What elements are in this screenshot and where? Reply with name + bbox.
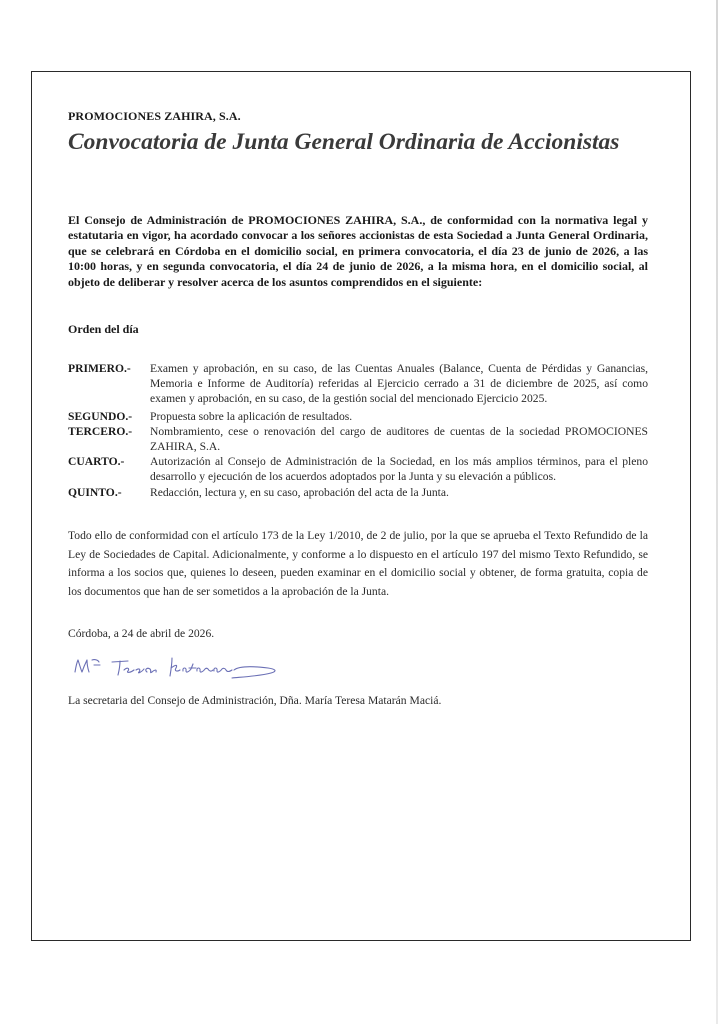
agenda-item xyxy=(68,424,648,454)
agenda-item-text: Autorización al Consejo de Administración de la Sociedad, en los más amplios términos, para el pleno desarrollo y ejecución de los acuerdos adoptados por la Junta y su elevación a públicos. xyxy=(150,455,648,484)
intro-paragraph: El Consejo de Administración de PROMOCIONES ZAHIRA, S.A., de conformidad con la normativa legal y estatutaria en vigor, ha acordado convocar a los señores accionistas de esta Sociedad a Junta General Ordinaria, que se celebrará en Córdoba en el domicilio social, en primera convocatoria, el día 23 de junio de 2026, a las 10:00 horas, y en segunda convocatoria, el día 24 de junio de 2026, a la misma hora, en el domicilio social, al objeto de deliberar y resolver acerca de los asuntos comprendidos en el siguiente: xyxy=(68,213,648,289)
document-title: Convocatoria de Junta General Ordinaria de Accionistas xyxy=(68,129,620,155)
agenda-item-key: TERCERO.- xyxy=(68,424,133,438)
agenda-item-key: PRIMERO.- xyxy=(68,362,131,375)
agenda-item-key: QUINTO.- xyxy=(68,485,122,499)
agenda-item xyxy=(68,361,648,407)
agenda-item xyxy=(68,454,648,484)
legal-paragraph: Todo ello de conformidad con el artículo 173 de la Ley 1/2010, de 2 de julio, por la que se aprueba el Texto Refundido de la Ley de Sociedades de Capital. Adicionalmente, y conforme a lo dispuesto en el artículo 197 del mismo Texto Refundido, se informa a los socios que, quienes lo deseen, pueden examinar en el domicilio social y obtener, de forma gratuita, copia de los documentos que han de ser sometidos a la aprobación de la Junta. xyxy=(68,529,648,598)
company-name: PROMOCIONES ZAHIRA, S.A. xyxy=(68,109,241,123)
agenda-item-key: SEGUNDO.- xyxy=(68,409,133,423)
agenda-item-text: Propuesta sobre la aplicación de resultados. xyxy=(150,409,353,423)
document-border xyxy=(31,71,691,941)
agenda-item-text: Nombramiento, cese o renovación del cargo de auditores de cuentas de la sociedad PROMOCIONES ZAHIRA, S.A. xyxy=(150,424,648,454)
agenda-item-text: Redacción, lectura y, en su caso, aprobación del acta de la Junta. xyxy=(150,485,449,499)
agenda-heading: Orden del día xyxy=(68,322,139,336)
agenda-item-text: Examen y aprobación, en su caso, de las Cuentas Anuales (Balance, Cuenta de Pérdidas y Ganancias, Memoria e Informe de Auditoría) referidas al Ejercicio cerrado a 31 de diciembre de 2025, así como examen y aprobación, en su caso, de la gestión social del mencionado Ejercicio 2025. xyxy=(150,362,648,406)
place-date-line: Córdoba, a 24 de abril de 2026. xyxy=(68,627,215,640)
agenda-item xyxy=(68,409,648,424)
secretary-signature-line: La secretaria del Consejo de Administración, Dña. María Teresa Matarán Maciá. xyxy=(68,694,442,707)
handwritten-signature xyxy=(72,650,282,692)
agenda-item-key: CUARTO.- xyxy=(68,455,125,469)
page-edge-shadow xyxy=(716,0,718,1024)
agenda-item xyxy=(68,485,648,500)
agenda-list xyxy=(68,361,648,500)
